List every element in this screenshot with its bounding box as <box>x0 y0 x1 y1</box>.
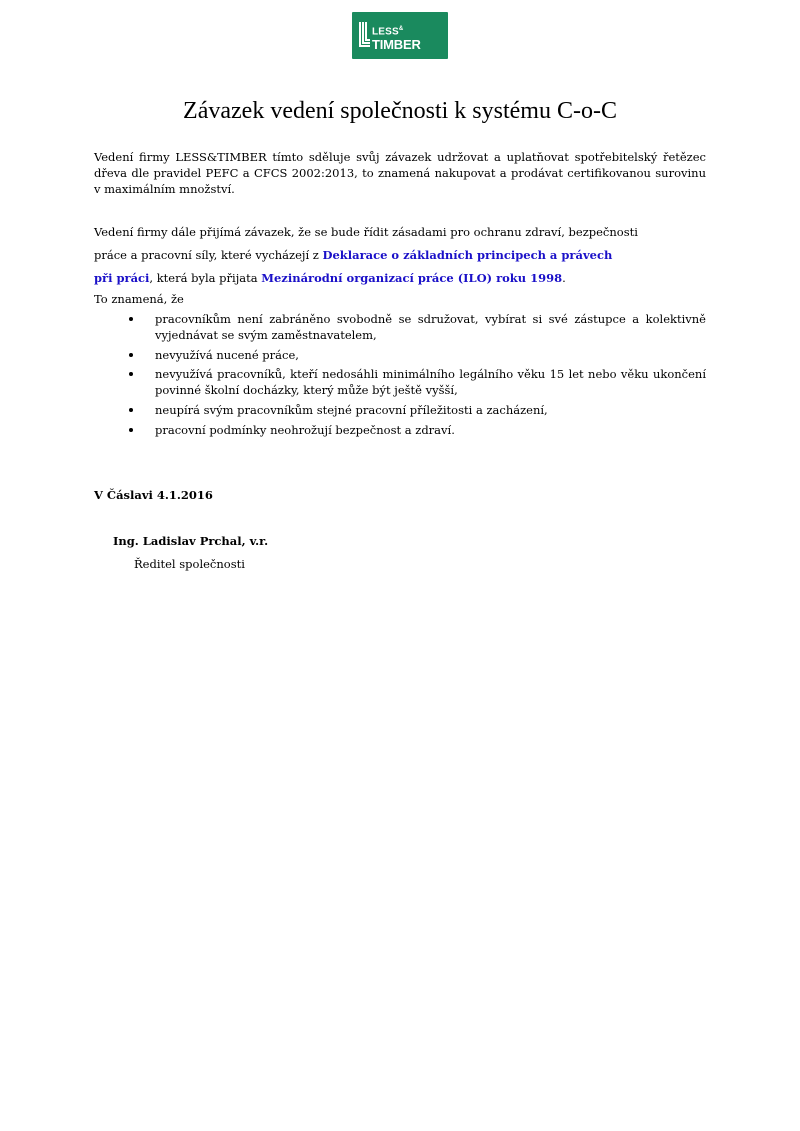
logo-mark-icon <box>357 20 371 50</box>
intro-paragraph: Vedení firmy LESS&TIMBER tímto sděluje svůj závazek udržovat a uplatňovat spotřebitelský řetězec dřeva dle pravidel PEFC a CFCS 2002:2013, to znamená nakupovat a prodávat certifikovanou surovinu v maximálním množství. <box>94 150 706 196</box>
logo-line2: TIMBER <box>372 37 421 53</box>
declaration-link-part1[interactable]: Deklarace o základních principech a právech <box>322 248 613 262</box>
list-item-text: nevyužívá pracovníků, kteří nedosáhli minimálního legálního věku 15 let nebo věku ukončení povinné školní docházky, který může být ještě vyšší, <box>155 367 706 397</box>
bullet-icon <box>129 428 133 432</box>
logo-amp: & <box>398 26 404 32</box>
commitment-line-2 <box>94 248 612 262</box>
ilo-link[interactable]: Mezinárodní organizací práce (ILO) roku 1998 <box>261 271 563 285</box>
bullet-icon <box>129 372 133 376</box>
list-item-text: nevyužívá nucené práce, <box>155 348 299 362</box>
list-item-text: pracovníkům není zabráněno svobodně se sdružovat, vybírat si své zástupce a kolektivně vyjednávat se svým zaměstnavatelem, <box>155 312 706 342</box>
list-item-text: neupírá svým pracovníkům stejné pracovní příležitosti a zacházení, <box>155 403 548 417</box>
logo-line1: LESS <box>372 26 399 38</box>
bullet-icon <box>129 317 133 321</box>
commitment-line-3 <box>94 271 566 285</box>
page-title: Závazek vedení společnosti k systému C-o-C <box>183 98 617 124</box>
place-date: V Čáslavi 4.1.2016 <box>94 488 213 502</box>
commitment-line-2-text: práce a pracovní síly, které vycházejí z <box>94 248 323 262</box>
signer-role: Ředitel společnosti <box>134 557 245 571</box>
commitment-line-3-end: . <box>562 271 566 285</box>
list-item-text: pracovní podmínky neohrožují bezpečnost a zdraví. <box>155 423 455 437</box>
bullet-icon <box>129 408 133 412</box>
signer-name: Ing. Ladislav Prchal, v.r. <box>113 534 269 548</box>
declaration-link-part2[interactable]: při práci <box>94 271 150 285</box>
company-logo <box>352 12 448 59</box>
commitment-line-3-mid: , která byla přijata <box>149 271 262 285</box>
logo-wordmark <box>372 26 421 51</box>
commitment-line-1: Vedení firmy dále přijímá závazek, že se bude řídit zásadami pro ochranu zdraví, bezpečnosti <box>94 225 638 239</box>
bullet-icon <box>129 353 133 357</box>
commitment-line-4: To znamená, že <box>94 292 184 306</box>
